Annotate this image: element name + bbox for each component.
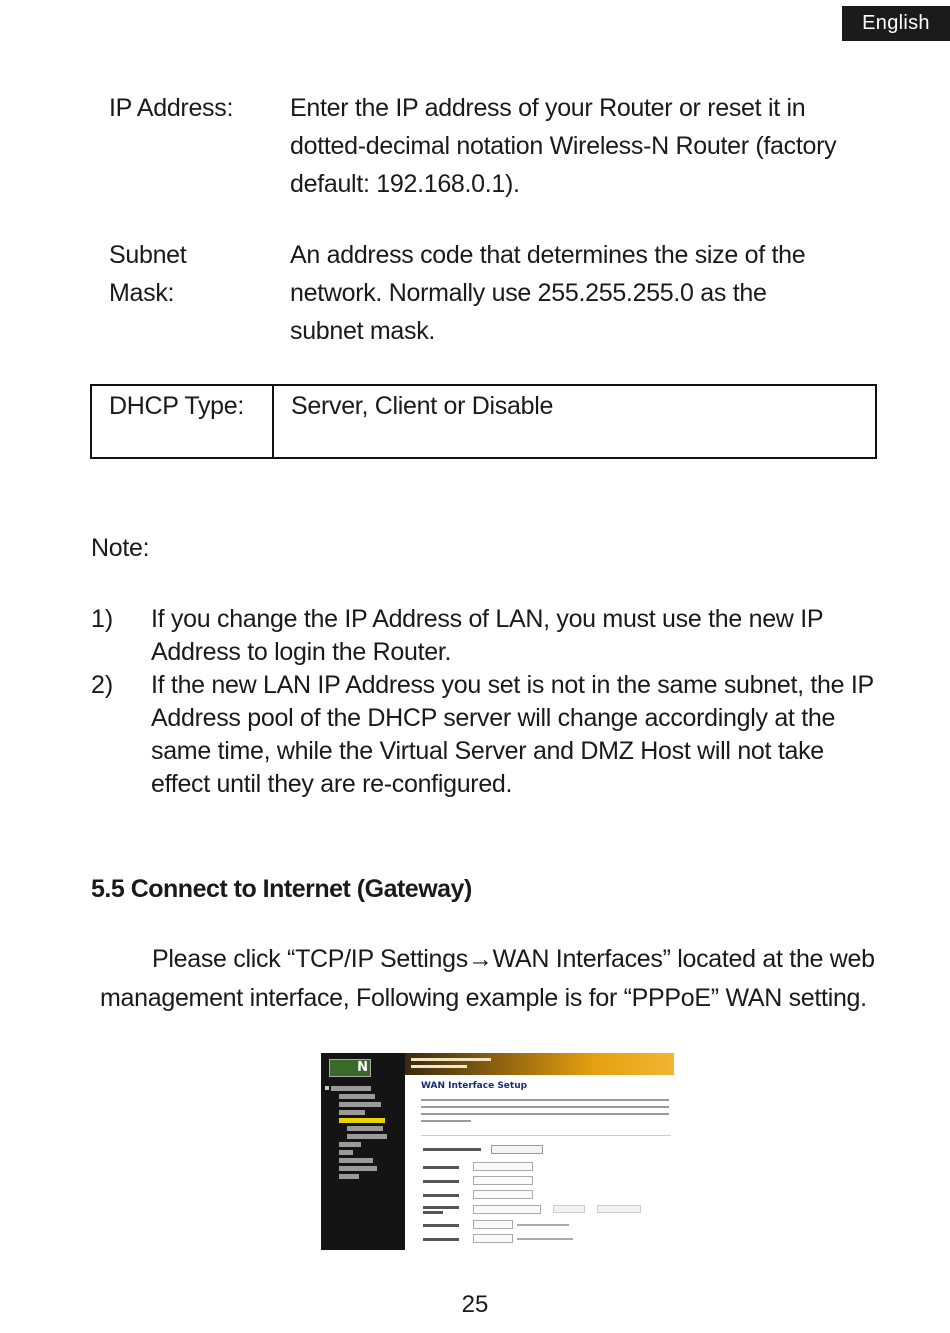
sidebar-menu-item [339, 1174, 359, 1179]
dhcp-type-table [90, 384, 877, 459]
table-divider [272, 386, 274, 457]
ip-address-label: IP Address: [109, 94, 234, 122]
router-divider [421, 1135, 671, 1136]
form-label [423, 1224, 459, 1227]
note-item-number: 2) [91, 671, 114, 699]
router-ui-screenshot [321, 1053, 674, 1250]
form-field [473, 1234, 513, 1243]
sidebar-menu-item [339, 1094, 375, 1099]
note-item-line: If the new LAN IP Address you set is not in the same subnet, the IP [151, 671, 874, 699]
note-item-line: Address to login the Router. [151, 638, 452, 666]
intro-text-line [421, 1106, 669, 1108]
note-item-line: effect until they are re-configured. [151, 770, 513, 798]
dhcp-type-value: Server, Client or Disable [291, 392, 554, 420]
paragraph-line-text: Please click “TCP/IP Settings→WAN Interfaces” located at the web [152, 945, 875, 973]
paragraph-line [100, 940, 920, 979]
section-paragraph [100, 940, 920, 1018]
form-label [423, 1206, 459, 1209]
form-select [473, 1205, 541, 1214]
note-item-line: If you change the IP Address of LAN, you must use the new IP [151, 605, 824, 633]
sidebar-menu-item-active [339, 1118, 385, 1123]
form-field [473, 1220, 513, 1229]
form-label [423, 1166, 459, 1169]
subnet-mask-desc-line: An address code that determines the size of the [290, 241, 806, 269]
sidebar-menu-item [339, 1166, 377, 1171]
form-field [473, 1176, 533, 1185]
wan-type-label [423, 1148, 481, 1151]
ip-address-desc-line: default: 192.168.0.1). [290, 170, 520, 198]
sidebar-menu-item [339, 1110, 365, 1115]
note-item-number: 1) [91, 605, 114, 633]
note-title: Note: [91, 534, 150, 562]
form-label [423, 1194, 459, 1197]
sidebar-menu-item [339, 1102, 381, 1107]
form-label [423, 1238, 459, 1241]
subnet-mask-label: Mask: [109, 279, 175, 307]
wan-type-select [491, 1145, 543, 1154]
form-label [423, 1180, 459, 1183]
form-label [423, 1211, 443, 1214]
router-logo [329, 1059, 371, 1077]
sidebar-menu-item [347, 1134, 387, 1139]
ip-address-desc-line: dotted-decimal notation Wireless-N Router (factory [290, 132, 837, 160]
router-sidebar [321, 1053, 405, 1250]
sidebar-menu-item [339, 1150, 353, 1155]
banner-text-line [411, 1065, 467, 1068]
form-field [473, 1190, 533, 1199]
form-field [473, 1162, 533, 1171]
ip-address-desc-line: Enter the IP address of your Router or reset it in [290, 94, 806, 122]
dhcp-type-label: DHCP Type: [109, 392, 245, 420]
note-item-line: Address pool of the DHCP server will change accordingly at the [151, 704, 836, 732]
router-page-title: WAN Interface Setup [421, 1081, 528, 1091]
intro-text-line [421, 1113, 669, 1115]
note-item-line: same time, while the Virtual Server and DMZ Host will not take [151, 737, 824, 765]
subnet-mask-desc-line: subnet mask. [290, 317, 436, 345]
router-logo-text: N [357, 1060, 368, 1075]
sidebar-menu-item [331, 1086, 371, 1091]
page-number: 25 [461, 1291, 489, 1318]
section-heading: 5.5 Connect to Internet (Gateway) [91, 875, 472, 903]
sidebar-menu-item [347, 1126, 383, 1131]
intro-text-line [421, 1120, 471, 1122]
connect-button [553, 1205, 585, 1213]
subnet-mask-desc-line: network. Normally use 255.255.255.0 as the [290, 279, 767, 307]
field-hint [517, 1238, 573, 1240]
subnet-mask-label: Subnet [109, 241, 187, 269]
router-header-banner [405, 1053, 674, 1075]
paragraph-line: management interface, Following example is for “PPPoE” WAN setting. [100, 984, 867, 1012]
language-tab: English [842, 6, 950, 41]
tree-bullet [325, 1086, 329, 1090]
banner-text-line [411, 1058, 491, 1061]
intro-text-line [421, 1099, 669, 1101]
sidebar-menu-item [339, 1142, 361, 1147]
field-hint [517, 1224, 569, 1226]
disconnect-button [597, 1205, 641, 1213]
sidebar-menu-item [339, 1158, 373, 1163]
